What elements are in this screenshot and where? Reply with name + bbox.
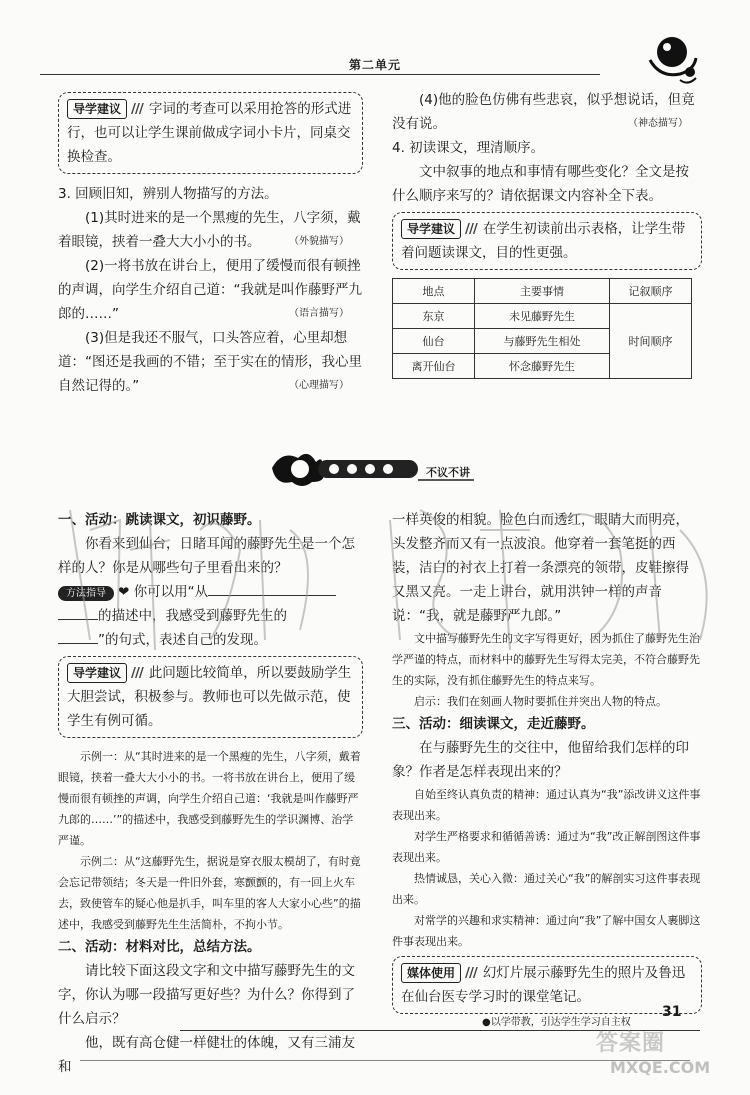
table-header-place: 地点 — [393, 279, 475, 304]
method-hint-line-3: ”的句式，表述自己的发现。 — [58, 628, 363, 652]
question-4-title: 4. 初读课文，理清顺序。 — [392, 140, 545, 156]
watermark-logo: 答案圈 — [596, 1031, 666, 1056]
method-hint: 方法指导 ❤ 你可以用“从 — [58, 580, 363, 604]
answer-item: 自始至终认真负责的精神：通过认真为“我”添改讲义这件事表现出来。 — [392, 788, 701, 822]
corner-swirl-icon — [640, 30, 702, 88]
study-tip-box-3: 导学建议 /// 此问题比较简单，所以要鼓励学生大胆尝试，积极参与。教师也可以先做示范，使学生有例可循。 — [58, 656, 363, 738]
media-tip-box: 媒体使用 /// 幻灯片展示藤野先生的照片及鲁迅在仙台医专学习时的课堂笔记。 — [392, 956, 702, 1014]
tip-text: 幻灯片展示藤野先生的照片及鲁迅在仙台医专学习时的课堂笔记。 — [401, 965, 686, 1005]
q3-item-2: (2)一将书放在讲台上，便用了缓慢而很有顿挫的声调，向学生介绍自己道：“我就是叫作藤野严九郎的……” （ 语言描写 ） — [58, 254, 363, 326]
answer-2: （ 语言描写 ） — [262, 302, 363, 326]
tip-text: 字词的考查可以采用抢答的形式进行，也可以让学生课前做成字词小卡片，同桌交换检查。 — [67, 101, 352, 165]
bottom-rule — [80, 1060, 690, 1061]
tip-text: 此问题比较简单，所以要鼓励学生大胆尝试，积极参与。教师也可以先做示范，使学生有例可循。 — [67, 665, 352, 729]
header-rule — [40, 74, 600, 75]
answer-3: （ 心理描写 ） — [262, 374, 363, 398]
activity-2-passage: 他，既有高仓健一样健壮的体魄，又有三浦友和 — [58, 1035, 355, 1075]
q3-item-1: (1)其时进来的是一个黑瘦的先生，八字须，戴着眼镜，挟着一叠大大小小的书。 （ 外貌描写 ） — [58, 206, 363, 254]
passage-continued: 一样英俊的相貌。脸色白而透红，眼睛大而明亮，头发整齐而又有一点波浪。他穿着一套笔挺的西装，洁白的衬衣上打着一条漂亮的领带，皮鞋擦得又黑又亮。一走上讲台，就用洪钟一样的声音说：“我，就是藤野严九郎。” — [392, 512, 689, 624]
tip-tag: 导学建议 — [401, 219, 461, 239]
tip-tag: 导学建议 — [67, 99, 127, 119]
tip-tag: 媒体使用 — [401, 963, 461, 983]
tip-text: 在学生初读前出示表格，让学生带着问题读课文，目的性更强。 — [401, 221, 686, 261]
answer-item: 对学生严格要求和循循善诱：通过为“我”改正解剖图这件事表现出来。 — [392, 830, 701, 864]
example-2: 示例二：从“这藤野先生，据说是穿衣服太模胡了，有时竟会忘记带领结；冬天是一件旧外套，寒颤颤的，有一回上火车去，致使管车的疑心他是扒手，叫车里的客人大家小心些”的描述中，我感受到藤野先生生活简朴，不拘小节。 — [58, 855, 361, 931]
banner-label: 不议不讲 — [426, 466, 470, 479]
activity-3-title: 三、活动：细读课文，走近藤野。 — [392, 716, 595, 732]
upper-left-column — [58, 88, 363, 398]
heart-icon: ❤ — [118, 584, 130, 600]
answer-1: （ 外貌描写 ） — [262, 230, 363, 254]
activity-1-text: 你看来到仙台，日睹耳闻的藤野先生是一个怎样的人？你是从哪些句子里看出来的？ — [58, 536, 355, 576]
table-header-event: 主要事情 — [474, 279, 609, 304]
lower-left-column — [58, 508, 363, 1079]
unit-title: 第二单元 — [348, 58, 401, 72]
tip-tag: 导学建议 — [67, 663, 127, 683]
activity-2-title: 二、活动：材料对比，总结方法。 — [58, 939, 261, 955]
insight-answer: 启示：我们在刻画人物时要抓住并突出人物的特点。 — [414, 695, 667, 708]
q3-item-3: (3)但是我还不服气，口头答应着，心里却想道：“图还是我画的不错；至于实在的情形，我心里自然记得的。” （ 心理描写 ） — [58, 326, 363, 398]
method-hint-line-2: 的描述中，我感受到藤野先生的 — [58, 604, 363, 628]
activity-2-text: 请比较下面这段文字和文中描写藤野先生的文字，你认为哪一段描写更好些？为什么？你得到了什么启示？ — [58, 963, 355, 1027]
study-tip-box: 导学建议 /// 字词的考查可以采用抢答的形式进行，也可以让学生课前做成字词小卡片，同桌交换检查。 — [58, 92, 363, 174]
activity-3-text: 在与藤野先生的交往中，他留给我们怎样的印象？作者是怎样表现出来的？ — [392, 740, 689, 780]
method-hint-pill: 方法指导 — [58, 586, 114, 601]
lower-right-column — [392, 508, 702, 1022]
answer-4: （ 神态描写 ） — [601, 112, 702, 136]
question-3-title: 3. 回顾旧知，辨别人物描写的方法。 — [58, 186, 278, 202]
sequence-table — [392, 278, 692, 379]
footer-slogan: ●以学带教，引达学生学习自主权 — [482, 1017, 631, 1028]
answer-item: 热情诚恳，关心入微：通过关心“我”的解剖实习这件事表现出来。 — [392, 872, 701, 906]
analysis-answer: 文中描写藤野先生的文字写得更好，因为抓住了藤野先生治学严谨的特点，而材料中的藤野先生写得太完美，不符合藤野先生的实际，没有抓住藤野先生的特点来写。 — [392, 632, 700, 687]
table-row: 离开仙台 怀念藤野先生 — [393, 354, 692, 379]
example-1: 示例一：从“其时进来的是一个黑瘦的先生，八字须，戴着眼镜，挟着一叠大大小小的书。一将书放在讲台上，便用了缓慢而很有顿挫的声调，向学生介绍自己道：‘我就是叫作藤野严九郎的……’”的描述中，我感受到藤野先生的学识渊博、治学严谨。 — [58, 750, 361, 847]
study-tip-box-2: 导学建议 /// 在学生初读前出示表格，让学生带着问题读课文，目的性更强。 — [392, 212, 702, 270]
table-row: 仙台 与藤野先生相处 — [393, 329, 692, 354]
activity-1-title: 一、活动：跳读课文，初识藤野。 — [58, 512, 261, 528]
watermark-url: MXQE.COM — [610, 1058, 711, 1077]
q3-item-4: (4)他的脸色仿佛有些悲哀，似乎想说话，但竟没有说。 （ 神态描写 ） — [392, 88, 702, 136]
table-row: 东京 未见藤野先生 时间顺序 — [393, 304, 692, 329]
question-4-text: 文中叙事的地点和事情有哪些变化？全文是按什么顺序来写的？请依据课文内容补全下表。 — [392, 164, 689, 204]
answer-item: 对常学的兴趣和求实精神：通过向“我”了解中国女人裹脚这件事表现出来。 — [392, 914, 701, 948]
table-order-cell: 时间顺序 — [610, 304, 692, 379]
page-number: 31 — [662, 1004, 682, 1020]
upper-right-column — [392, 88, 702, 379]
table-header-order: 记叙顺序 — [610, 279, 692, 304]
